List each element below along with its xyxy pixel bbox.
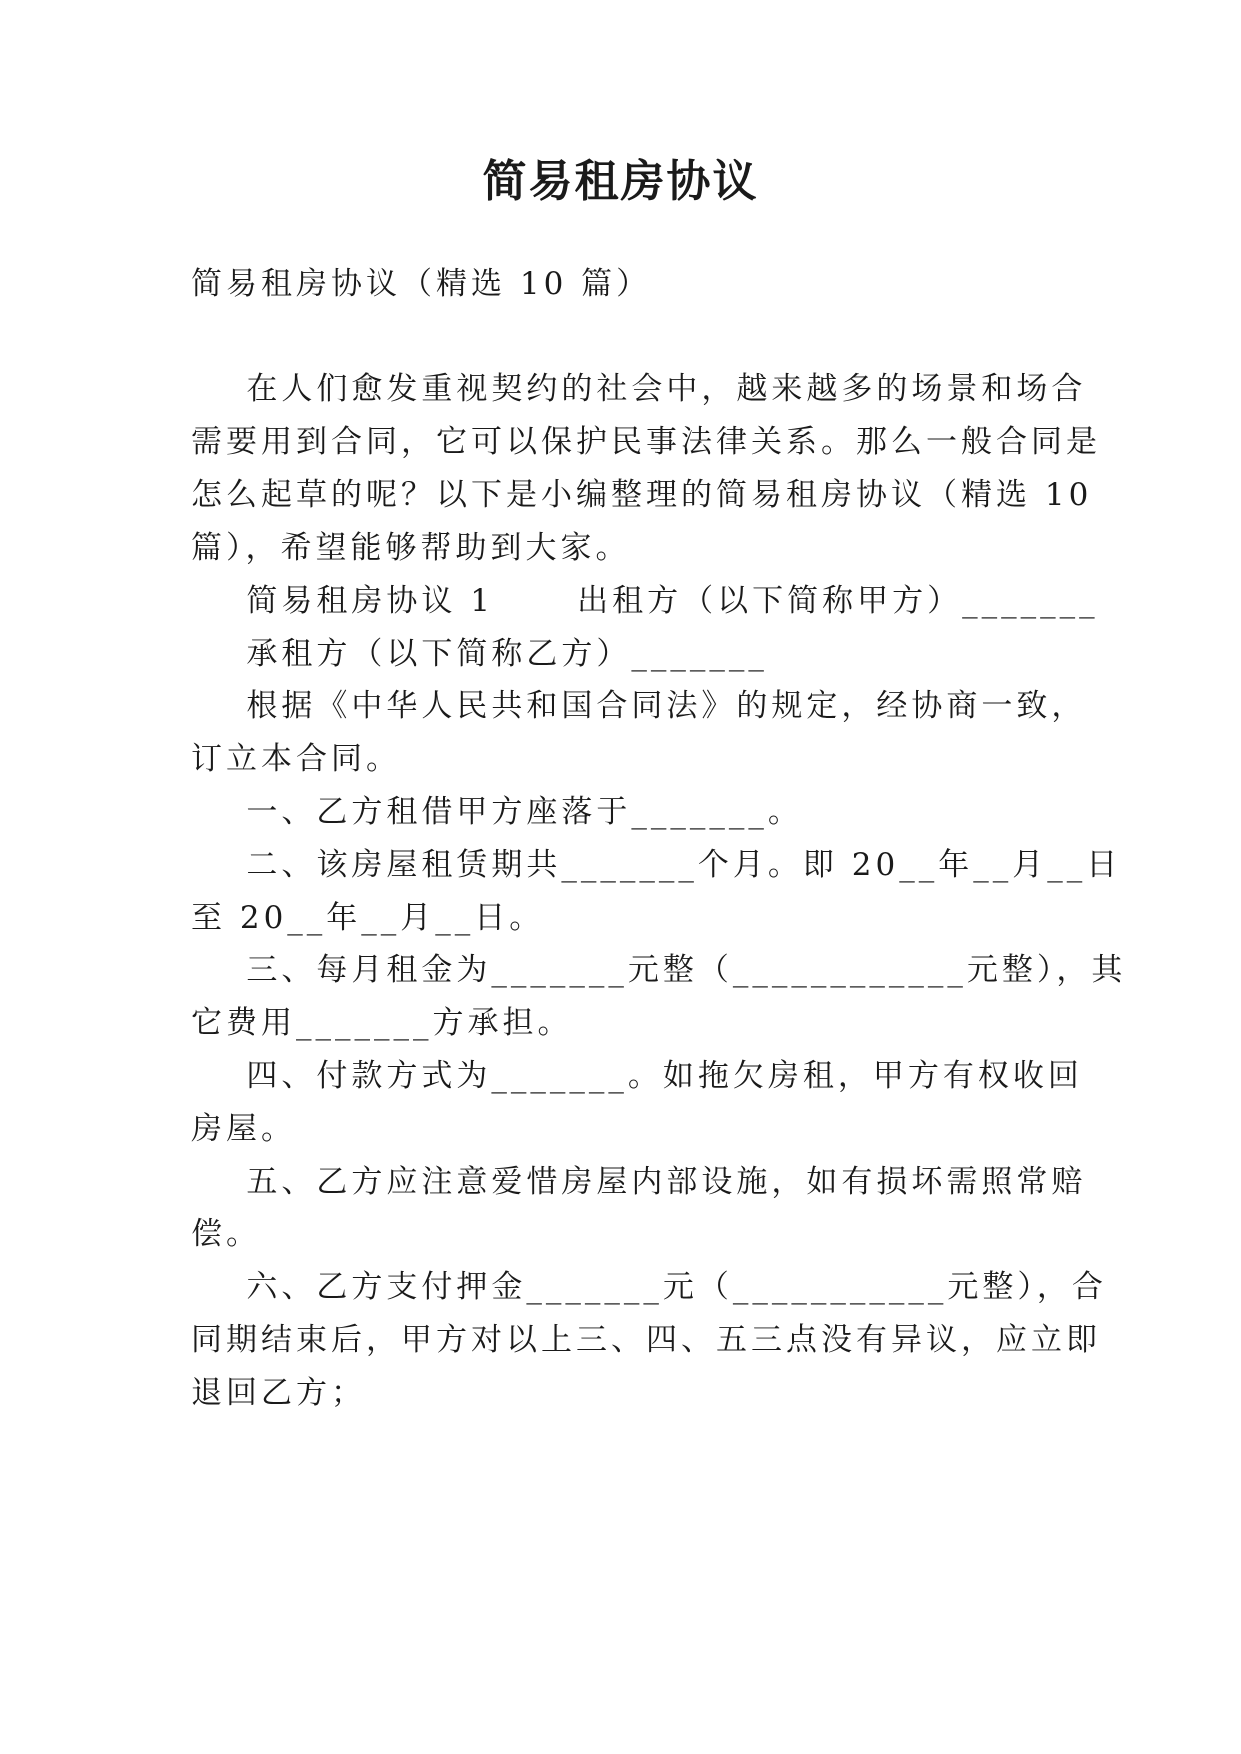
paragraph-line: 退回乙方； [191,1375,366,1411]
paragraph-line: 六、乙方支付押金_______元（___________元整），合 [191,1269,1107,1305]
paragraph-line: 在人们愈发重视契约的社会中，越来越多的场景和场合 [191,371,1087,407]
paragraph-line: 二、该房屋租赁期共_______个月。即 20__年__月__日 [191,847,1122,883]
paragraph-line: 三、每月租金为_______元整（____________元整），其 [191,952,1127,988]
paragraph-line: 订立本合同。 [191,741,401,777]
paragraph-line: 四、付款方式为_______。如拖欠房租，甲方有权收回 [191,1058,1083,1094]
paragraph-line: 需要用到合同，它可以保护民事法律关系。那么一般合同是 [191,424,1101,460]
paragraph-line: 五、乙方应注意爱惜房屋内部设施，如有损坏需照常赔 [191,1164,1087,1200]
paragraph-line: 篇），希望能够帮助到大家。 [191,530,631,566]
document-subtitle: 简易租房协议（精选 10 篇） [191,266,652,302]
paragraph-line: 房屋。 [191,1111,296,1147]
document-title: 简易租房协议 [482,156,759,207]
paragraph-line: 怎么起草的呢？以下是小编整理的简易租房协议（精选 10 [191,477,1093,513]
paragraph-line: 一、乙方租借甲方座落于_______。 [191,794,803,830]
paragraph-line: 承租方（以下简称乙方）_______ [191,636,768,672]
paragraph-line: 偿。 [191,1216,261,1252]
paragraph-line: 同期结束后，甲方对以上三、四、五三点没有异议，应立即 [191,1322,1101,1358]
paragraph-line: 它费用_______方承担。 [191,1005,573,1041]
paragraph-line: 根据《中华人民共和国合同法》的规定，经协商一致， [191,688,1087,724]
paragraph-line: 简易租房协议 1 出租方（以下简称甲方）_______ [191,583,1099,619]
paragraph-line: 至 20__年__月__日。 [191,900,545,936]
